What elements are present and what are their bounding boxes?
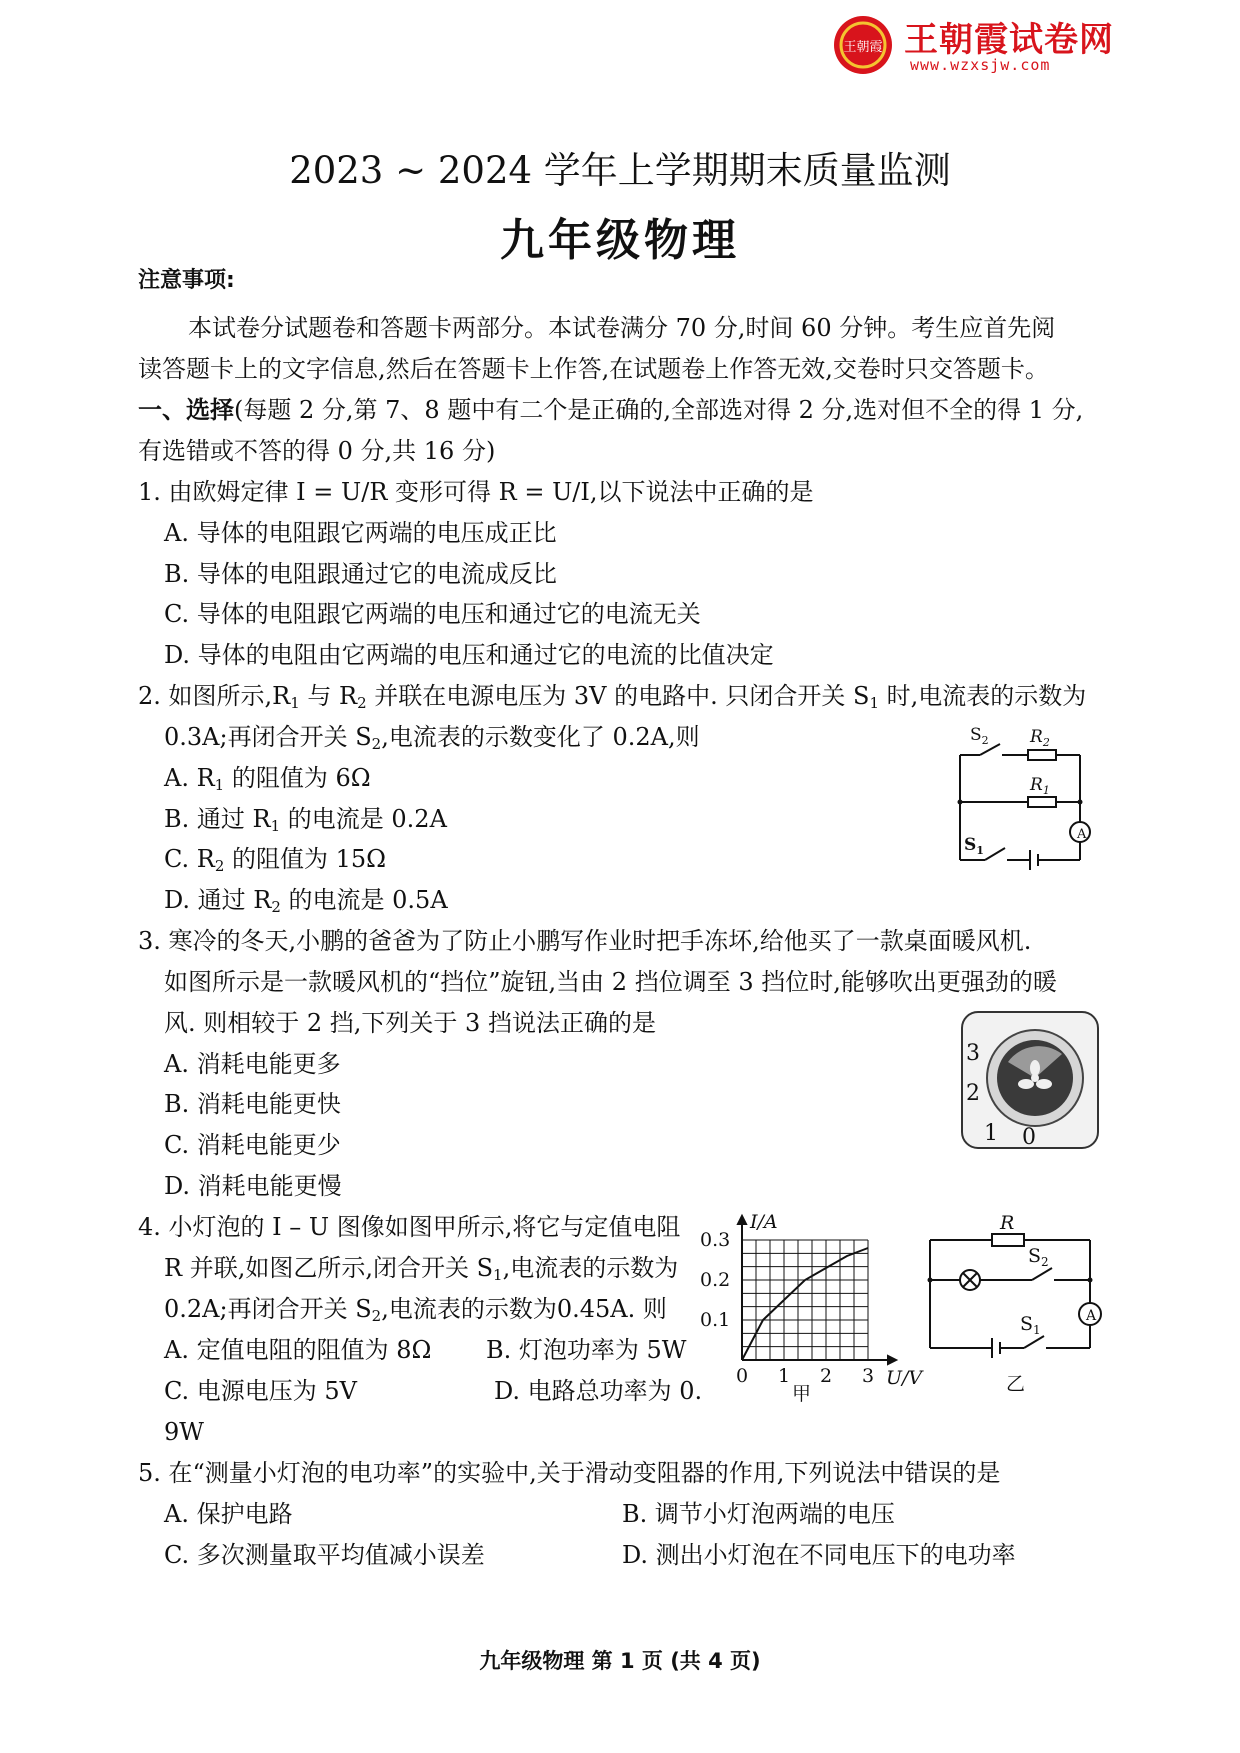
sub: 1 xyxy=(290,694,300,712)
exam-title: 2023 ~ 2024 学年上学期期末质量监测 xyxy=(289,149,951,192)
q3-stem-1: 3. 寒冷的冬天,小鹏的爸爸为了防止小鹏写作业时把手冻坏,给他买了一款桌面暖风机. xyxy=(138,927,1032,955)
q2-a-post: 的阻值为 6Ω xyxy=(224,764,371,792)
chart-grid xyxy=(742,1240,868,1360)
q2-stem-1a: 2. 如图所示,R xyxy=(138,682,291,710)
q1-option-d: D. 导体的电阻由它两端的电压和通过它的电流的比值决定 xyxy=(164,641,774,669)
q1-stem: 1. 由欧姆定律 I = U/R 变形可得 R = U/I,以下说法中正确的是 xyxy=(138,478,814,506)
knob-label-2: 2 xyxy=(966,1081,980,1106)
section-1-header xyxy=(138,396,1083,425)
s1-label xyxy=(1020,1313,1041,1337)
q5-option-d: D. 测出小灯泡在不同电压下的电功率 xyxy=(622,1541,1016,1569)
q4-circuit-diagram xyxy=(920,1212,1105,1398)
q5-option-a: A. 保护电路 xyxy=(164,1500,293,1528)
sub: 2 xyxy=(271,898,281,916)
knob-label-0: 0 xyxy=(1022,1125,1036,1150)
x-tick-label: 2 xyxy=(820,1365,833,1387)
sub: 2 xyxy=(371,1307,382,1325)
q2-d-pre: D. 通过 R xyxy=(164,886,272,914)
q1-option-b: B. 导体的电阻跟通过它的电流成反比 xyxy=(164,560,557,588)
q3-option-d: D. 消耗电能更慢 xyxy=(164,1172,342,1200)
y-tick-label: 0.2 xyxy=(700,1269,731,1291)
section-1-label: 一、选择 xyxy=(138,396,234,424)
q4-option-b: B. 灯泡功率为 5W xyxy=(486,1336,687,1364)
q2-stem-1c: 并联在电源电压为 3V 的电路中. 只闭合开关 S xyxy=(366,682,870,710)
notice-heading: 注意事项: xyxy=(138,268,235,293)
q5-stem: 5. 在“测量小灯泡的电功率”的实验中,关于滑动变阻器的作用,下列说法中错误的是 xyxy=(138,1459,1001,1487)
q2-stem-2b: ,电流表的示数变化了 0.2A,则 xyxy=(381,723,700,751)
x-axis-arrow-icon xyxy=(888,1356,896,1364)
q3-stem-2: 如图所示是一款暖风机的“挡位”旋钮,当由 2 挡位调至 3 挡位时,能够吹出更强劲的暖 xyxy=(164,968,1057,996)
subject-title: 九年级物理 xyxy=(500,215,740,266)
q2-b-post: 的电流是 0.2A xyxy=(280,805,447,833)
r2-text: R xyxy=(1030,727,1043,747)
q3-option-c: C. 消耗电能更少 xyxy=(164,1131,341,1159)
q2-b-pre: B. 通过 R xyxy=(164,805,271,833)
q4-option-c: C. 电源电压为 5V xyxy=(164,1377,357,1405)
brand-url: www.wzxsjw.com xyxy=(910,56,1051,74)
y-tick-label: 0.1 xyxy=(700,1309,731,1331)
sub: 2 xyxy=(371,735,382,753)
q2-c-pre: C. R xyxy=(164,845,215,873)
sub: 1 xyxy=(869,694,880,712)
q4-option-d: D. 电路总功率为 0. xyxy=(494,1377,703,1405)
y-tick-label: 0.3 xyxy=(700,1229,731,1251)
q4-stem-3b: ,电流表的示数为0.45A. 则 xyxy=(381,1295,667,1323)
s2-text: S xyxy=(970,725,982,745)
q4-stem-2b: ,电流表的示数为 xyxy=(502,1254,679,1282)
x-tick-label: 0 xyxy=(736,1365,749,1387)
q3-option-b: B. 消耗电能更快 xyxy=(164,1090,341,1118)
q2-option-a xyxy=(164,764,371,794)
q3-knob-photo xyxy=(960,1010,1100,1150)
q1-option-c: C. 导体的电阻跟它两端的电压和通过它的电流无关 xyxy=(164,600,701,628)
x-tick-label: 1 xyxy=(778,1365,791,1387)
s2-label xyxy=(1028,1245,1049,1269)
q4-option-d-cont: 9W xyxy=(164,1418,204,1446)
r2-label xyxy=(1029,727,1050,749)
s1-text: S xyxy=(1020,1313,1034,1335)
x-axis-label: U/V xyxy=(886,1367,923,1389)
sub: 1 xyxy=(214,776,225,794)
sub: 2 xyxy=(357,694,367,712)
s1-text: S xyxy=(964,835,977,855)
q4-stem-2 xyxy=(164,1254,678,1284)
q2-stem-1d: 时,电流表的示数为 xyxy=(879,682,1087,710)
y-axis-arrow-icon xyxy=(738,1216,746,1224)
chart-title: 甲 xyxy=(792,1383,812,1405)
ammeter-label: A xyxy=(1086,1308,1097,1324)
sub: 1 xyxy=(270,817,281,835)
q2-d-post: 的电流是 0.5A xyxy=(280,886,448,914)
q4-stem-1: 4. 小灯泡的 I – U 图像如图甲所示,将它与定值电阻 xyxy=(138,1213,681,1241)
s2-label xyxy=(970,725,989,747)
notice-line-2: 读答题卡上的文字信息,然后在答题卡上作答,在试题卷上作答无效,交卷时只交答题卡。 xyxy=(138,355,1049,383)
q2-stem-1b: 与 R xyxy=(299,682,358,710)
r1-text: R xyxy=(1030,775,1043,795)
s2-text: S xyxy=(1028,1245,1042,1267)
section-1-rules-1: (每题 2 分,第 7、8 题中有二个是正确的,全部选对得 2 分,选对但不全的得 1 分, xyxy=(234,396,1084,424)
r1-sub: 1 xyxy=(1042,784,1050,797)
site-logo xyxy=(830,10,1170,76)
chart-series-line xyxy=(742,1248,868,1360)
q5-option-c: C. 多次测量取平均值减小误差 xyxy=(164,1541,485,1569)
r1-label xyxy=(1029,775,1050,797)
r-label: R xyxy=(1000,1212,1015,1234)
ammeter-label: A xyxy=(1077,827,1087,842)
q1-option-a: A. 导体的电阻跟它两端的电压成正比 xyxy=(164,519,557,547)
q2-option-c xyxy=(164,845,386,875)
s1-sub: 1 xyxy=(976,844,984,857)
s2-sub: 2 xyxy=(1041,1255,1049,1269)
sub: 1 xyxy=(493,1266,503,1284)
q2-stem-1 xyxy=(138,682,1086,712)
q5-option-b: B. 调节小灯泡两端的电压 xyxy=(622,1500,895,1528)
r2-sub: 2 xyxy=(1042,736,1050,749)
q4-option-a: A. 定值电阻的阻值为 8Ω xyxy=(164,1336,432,1364)
q4-stem-3 xyxy=(164,1295,667,1325)
sub: 2 xyxy=(214,857,225,875)
q2-a-pre: A. R xyxy=(164,764,215,792)
notice-line-1: 本试卷分试题卷和答题卡两部分。本试卷满分 70 分,时间 60 分钟。考生应首先阅 xyxy=(188,314,1056,342)
s1-sub: 1 xyxy=(1033,1323,1041,1337)
y-axis-label: I/A xyxy=(750,1211,778,1233)
chart-axes xyxy=(738,1216,896,1364)
q4-stem-3a: 0.2A;再闭合开关 S xyxy=(164,1295,372,1323)
section-1-rules-2: 有选错或不答的得 0 分,共 16 分) xyxy=(138,437,496,465)
q4-iu-chart xyxy=(700,1210,923,1405)
q2-option-d xyxy=(164,886,448,916)
seal-text: 王朝霞 xyxy=(843,40,883,55)
knob-label-1: 1 xyxy=(984,1121,998,1146)
brand-name: 王朝霞试卷网 xyxy=(904,20,1114,60)
s2-sub: 2 xyxy=(981,734,989,747)
seal-icon xyxy=(832,14,894,76)
s1-label xyxy=(964,835,984,857)
q2-c-post: 的阻值为 15Ω xyxy=(224,845,387,873)
fig-yi-caption: 乙 xyxy=(1006,1373,1026,1395)
x-tick-label: 3 xyxy=(862,1365,875,1387)
q3-stem-3: 风. 则相较于 2 挡,下列关于 3 挡说法正确的是 xyxy=(164,1009,656,1037)
knob-label-3: 3 xyxy=(966,1041,980,1066)
q3-option-a: A. 消耗电能更多 xyxy=(164,1050,341,1078)
q2-stem-2 xyxy=(164,723,700,753)
q2-circuit-diagram xyxy=(950,720,1090,870)
lamp-icon xyxy=(960,1270,980,1290)
page-footer: 九年级物理 第 1 页 (共 4 页) xyxy=(479,1649,761,1673)
q4-stem-2a: R 并联,如图乙所示,闭合开关 S xyxy=(164,1254,494,1282)
q2-option-b xyxy=(164,805,447,835)
q2-stem-2a: 0.3A;再闭合开关 S xyxy=(164,723,372,751)
